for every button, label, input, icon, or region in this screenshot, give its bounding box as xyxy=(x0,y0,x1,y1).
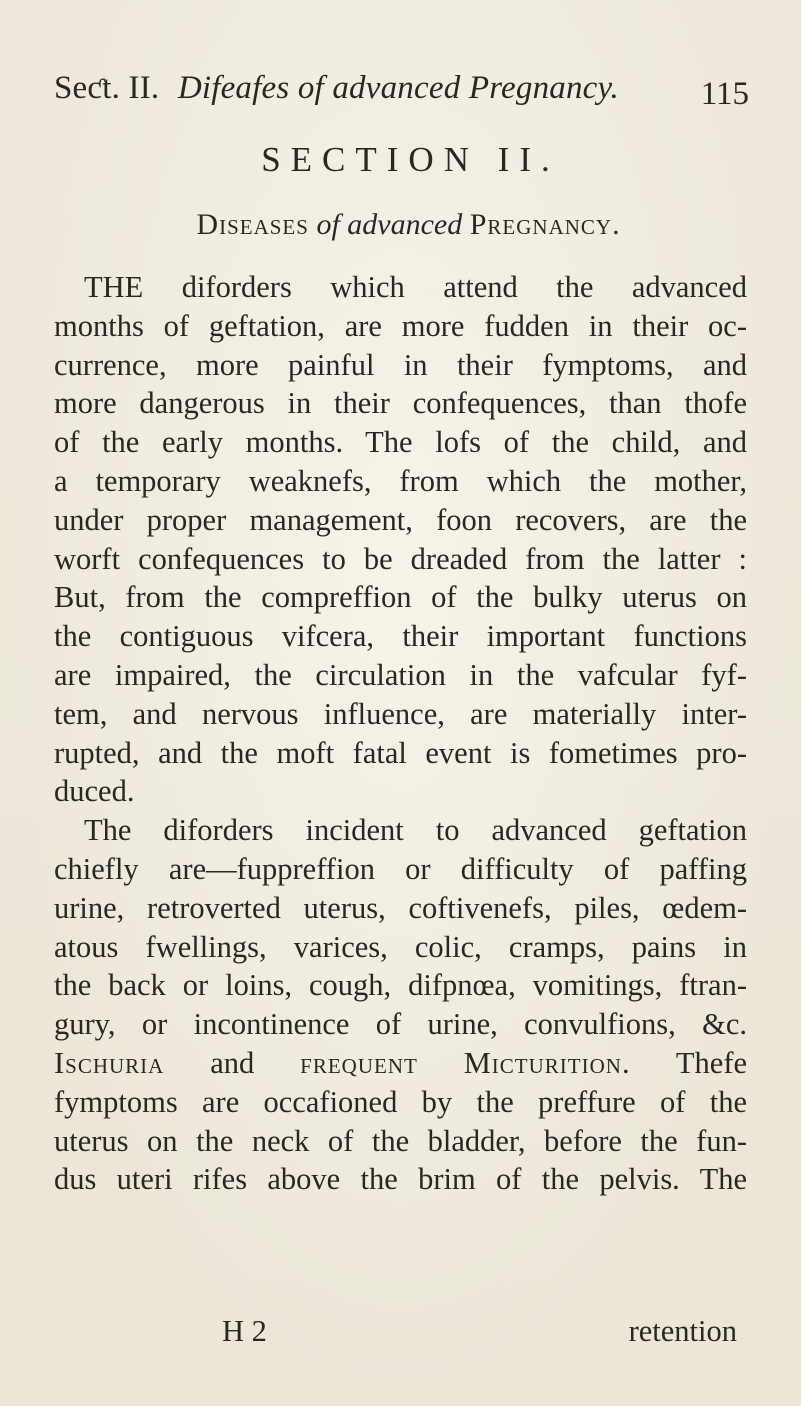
heading-frequent: frequent xyxy=(300,1045,418,1080)
paragraph-heading-line xyxy=(54,1044,747,1083)
text-line: dus uteri rifes above the brim of the pelvis. The xyxy=(54,1162,747,1197)
text-line: more dangerous in their confequences, than thofe xyxy=(54,386,747,421)
text-line: worft confequences to be dreaded from the latter : xyxy=(54,541,747,576)
text-line: uterus on the neck of the bladder, before the fun- xyxy=(54,1123,747,1158)
heading-ischuria: Ischuria xyxy=(54,1045,165,1080)
text-line: rupted, and the moft fatal event is fometimes pro- xyxy=(54,735,747,770)
text-line: under proper management, foon recovers, are the xyxy=(54,502,747,537)
text-line: tem, and nervous influence, are materially inter- xyxy=(54,696,747,731)
catchword: retention xyxy=(628,1314,737,1348)
running-head-title xyxy=(54,70,619,107)
subheading-diseases: Diseases xyxy=(196,208,309,241)
text-line: of the early months. The lofs of the child, and xyxy=(54,425,747,460)
text-line: The diforders incident to advanced geftation xyxy=(84,813,747,848)
body-text xyxy=(54,268,747,1199)
page-number: 115 xyxy=(700,76,749,112)
text-line: fymptoms are occafioned by the preffure of the xyxy=(54,1084,747,1119)
text-line: THE diforders which attend the advanced xyxy=(84,270,747,304)
text-line: urine, retroverted uterus, coftivenefs, piles, œdem- xyxy=(54,890,747,925)
heading-micturition: Micturition. xyxy=(463,1045,631,1080)
text-line: chiefly are—fuppreffion or difficulty of paffing xyxy=(54,851,747,886)
text-line: months of geftation, are more fudden in their oc- xyxy=(54,308,747,343)
text-line: a temporary weaknefs, from which the mother, xyxy=(54,463,747,498)
signature-mark: H 2 xyxy=(222,1314,267,1348)
heading-and: and xyxy=(210,1045,255,1080)
text-line: the contiguous vifcera, their important functions xyxy=(54,619,747,654)
text-line: the back or loins, cough, difpnœa, vomitings, ftran- xyxy=(54,968,747,1003)
running-head-chapter-title: Difeafes of advanced Pregnancy. xyxy=(177,70,619,106)
section-subheading xyxy=(0,208,801,242)
running-head-section: Seƈt. II. xyxy=(54,70,160,106)
running-head xyxy=(54,64,749,112)
text-line: atous fwellings, varices, colic, cramps, pains in xyxy=(54,929,747,964)
text-line: currence, more painful in their fymptoms, and xyxy=(54,347,747,382)
section-heading: SECTION II. xyxy=(261,140,560,179)
subheading-of-advanced: of advanced xyxy=(316,208,463,241)
text-line: duced. xyxy=(54,774,135,809)
text-line: gury, or incontinence of urine, convulfions, &c. xyxy=(54,1007,747,1042)
page-footer xyxy=(54,1314,747,1354)
text-line-rest: Thefe xyxy=(675,1045,748,1080)
text-line: But, from the compreffion of the bulky uterus on xyxy=(54,580,747,615)
subheading-pregnancy: Pregnancy. xyxy=(469,208,621,241)
text-line: are impaired, the circulation in the vafcular fyf- xyxy=(54,657,747,692)
